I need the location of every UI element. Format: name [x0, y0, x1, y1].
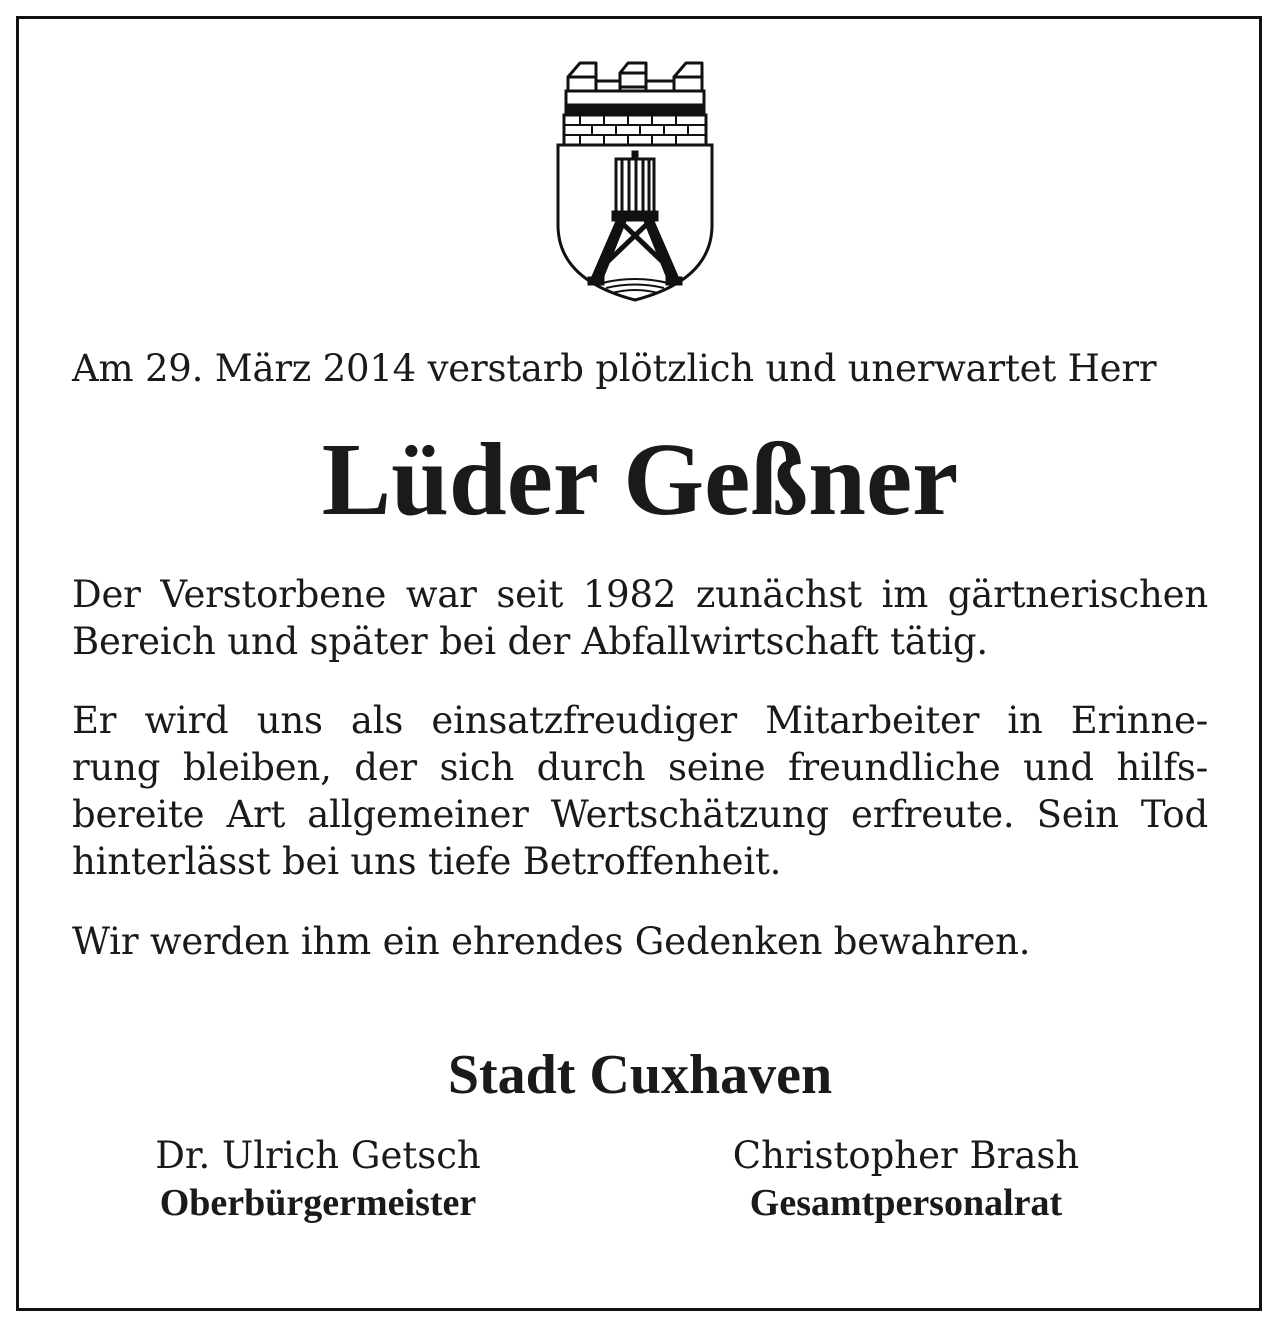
- text-line: hinterlässt bei uns tiefe Betroffenheit.: [72, 840, 782, 883]
- death-announcement-intro: Am 29. März 2014 verstarb plötzlich und unerwartet Herr: [72, 347, 1157, 390]
- remembrance-paragraph: [72, 918, 1208, 965]
- signer-title: Oberbürgermeister: [159, 1182, 477, 1224]
- coat-of-arms-icon: [550, 55, 720, 305]
- text-line: Der Verstorbene war seit 1982 zunächst im gärtnerischen: [72, 573, 1208, 616]
- text-line: Wir werden ihm ein ehrendes Gedenken bewahren.: [72, 920, 1031, 963]
- tribute-paragraph: [72, 697, 1208, 885]
- text-line: rung bleiben, der sich durch seine freundliche und hilfs-: [72, 746, 1208, 789]
- text-line: Er wird uns als einsatzfreudiger Mitarbeiter in Erinne-: [72, 699, 1208, 742]
- signer-name: Dr. Ulrich Getsch: [155, 1134, 481, 1177]
- signer-title: Gesamtpersonalrat: [749, 1182, 1063, 1224]
- text-line: Bereich und später bei der Abfallwirtschaft tätig.: [72, 620, 988, 663]
- signer-staff-council: [646, 1133, 1166, 1227]
- signer-name: Christopher Brash: [732, 1134, 1080, 1177]
- biography-paragraph: [72, 571, 1208, 665]
- text-line: bereite Art allgemeiner Wertschätzung erfreute. Sein Tod: [72, 793, 1208, 836]
- organization-name: Stadt Cuxhaven: [447, 1044, 833, 1106]
- deceased-name: Lüder Geßner: [321, 422, 959, 537]
- signer-mayor: [58, 1133, 578, 1227]
